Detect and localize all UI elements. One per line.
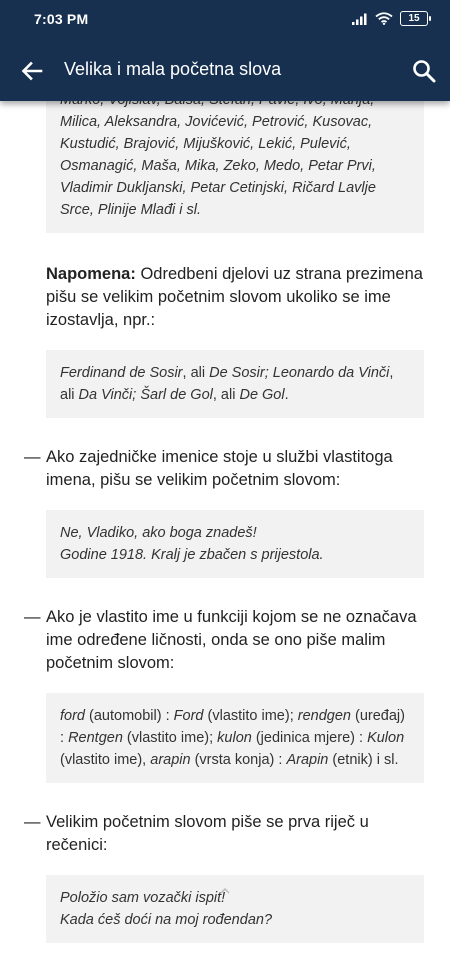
example-term: Rentgen xyxy=(68,730,123,746)
example-term: ford xyxy=(60,708,85,724)
rule-item xyxy=(24,811,424,857)
example-term: De Sosir; Leonardo da Vinči xyxy=(209,365,390,381)
dash-marker: — xyxy=(24,608,41,626)
example-line: Osmanagić, Maša, Mika, Zeko, Medo, Petar Prvi, xyxy=(60,158,376,174)
rule-text: Ako je vlastito ime u funkciji kojom se ne označava ime određene ličnosti, onda se ono piše malim početnim slovom: xyxy=(46,608,417,672)
example-common-nouns xyxy=(46,510,424,578)
example-line: Vladimir Dukljanski, Petar Cetinjski, Ričard Lavlje xyxy=(60,180,376,196)
example-term: Arapin xyxy=(286,752,329,768)
example-line: Ne, Vladiko, ako boga znadeš! xyxy=(60,525,257,541)
example-line: Godine 1918. Kralj je zbačen s prijestola. xyxy=(60,547,324,563)
example-term: rendgen xyxy=(297,708,351,724)
toolbar xyxy=(0,44,450,96)
example-text: (vlastito ime), xyxy=(60,752,151,768)
example-term: Da Vinči; Šarl de Gol xyxy=(78,387,213,403)
example-text: , ali xyxy=(212,387,240,403)
rule-text: Ako zajedničke imenice stoje u službi vlastitoga imena, pišu se velikim početnim slovom: xyxy=(46,448,393,489)
example-text: (vlastito ime); xyxy=(122,730,218,746)
example-sentences xyxy=(46,875,424,943)
example-text: , ali xyxy=(60,365,394,403)
example-text: , ali xyxy=(182,365,210,381)
rule-item xyxy=(24,446,424,492)
search-button[interactable] xyxy=(410,57,438,85)
dash-marker: — xyxy=(24,448,41,466)
back-arrow-icon xyxy=(18,57,46,85)
search-icon xyxy=(410,57,438,85)
back-button[interactable] xyxy=(18,57,46,85)
example-line: Kustudić, Brajović, Mijušković, Lekić, Pulević, xyxy=(60,136,351,152)
note-text: Odredbeni djelovi uz strana prezimena pišu se velikim početnim slovom ukoliko se ime izostavlja, npr.: xyxy=(46,265,423,329)
example-line: Milica, Aleksandra, Jovićević, Petrović, Kusovac, xyxy=(60,114,373,130)
example-line: Srce, Plinije Mlađi i sl. xyxy=(60,202,202,218)
example-term: arapin xyxy=(150,752,191,768)
note-paragraph xyxy=(46,263,424,332)
example-names xyxy=(46,85,424,233)
navigation-handle-icon xyxy=(220,888,230,894)
example-term: kulon xyxy=(217,730,252,746)
example-foreign-surnames xyxy=(46,350,424,418)
note-label: Napomena: xyxy=(46,265,136,283)
status-bar xyxy=(0,0,450,40)
page-title: Velika i mala početna slova xyxy=(64,59,282,79)
article-scroll xyxy=(0,85,450,965)
rule-item xyxy=(24,606,424,675)
status-time: 7:03 PM xyxy=(34,11,89,27)
example-text: (etnik) i sl. xyxy=(328,752,399,768)
example-text: (automobil) : xyxy=(85,708,174,724)
example-term: Ford xyxy=(173,708,204,724)
status-icons xyxy=(352,11,428,26)
example-line: Kada ćeš doći na moj rođendan? xyxy=(60,912,273,928)
rule-text: Velikim početnim slovom piše se prva riječ u rečenici: xyxy=(46,813,369,854)
example-text: (vrsta konja) : xyxy=(190,752,287,768)
example-term: Kulon xyxy=(367,730,405,746)
example-term: Ferdinand de Sosir xyxy=(60,365,183,381)
app-header xyxy=(0,0,450,101)
wifi-icon xyxy=(375,12,393,25)
example-text: (uređaj) : xyxy=(60,708,405,746)
dash-marker: — xyxy=(24,813,41,831)
example-text: . xyxy=(284,387,289,403)
example-lowercase-names xyxy=(46,693,424,783)
example-line: Položio sam vozački ispit! xyxy=(60,890,226,906)
battery-icon: 15 xyxy=(400,11,428,26)
article-content[interactable] xyxy=(0,101,450,928)
example-term: De Gol xyxy=(239,387,285,403)
signal-icon xyxy=(352,13,368,25)
example-text: (vlastito ime); xyxy=(203,708,298,724)
example-text: (jedinica mjere) : xyxy=(251,730,368,746)
